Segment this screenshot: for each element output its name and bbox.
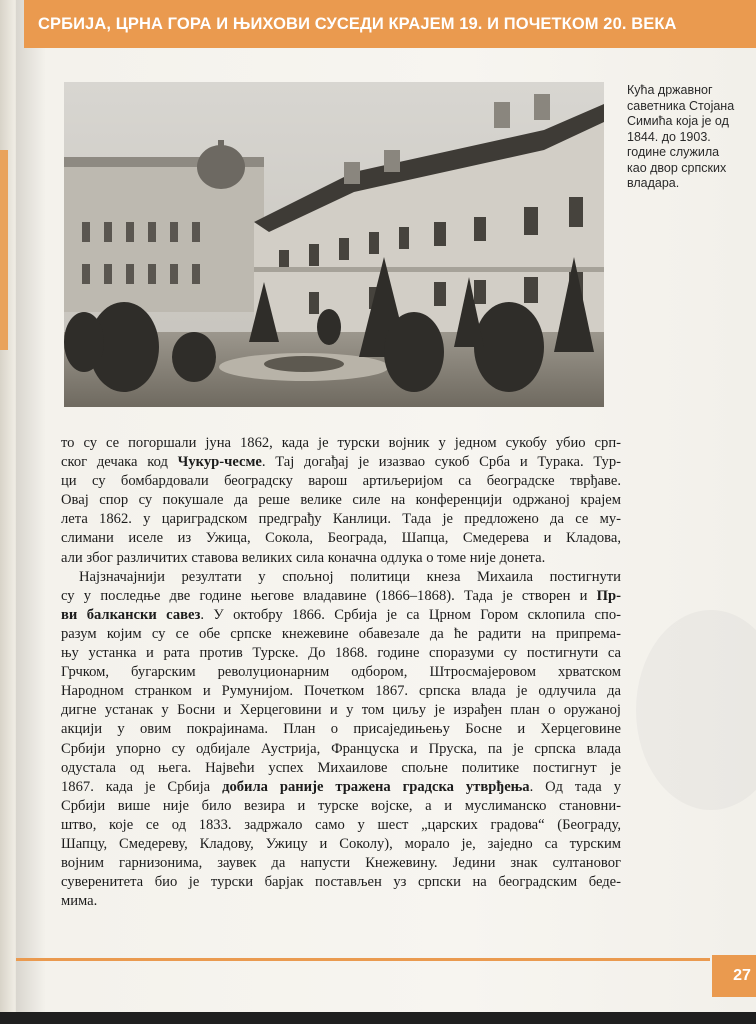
body-line: Грчком, бугарским револуционарним одбором, Штросмајеровом хрватском (61, 664, 621, 681)
caption-line: 1844. до 1903. (627, 129, 711, 144)
palace-photo (64, 82, 604, 407)
body-line: штво, које се од 1833. задржало само у шест „царских градова“ (Београду, (61, 816, 621, 833)
body-line: њу устанка и рата против Турске. До 1868. године споразуми су постигнути са (61, 645, 621, 662)
footer-rule (16, 958, 710, 961)
body-line: Србији више није било везира и турске војске, а и муслиманско становни- (61, 797, 621, 814)
caption-line: као двор српских (627, 160, 727, 175)
body-line: Шапцу, Смедереву, Кладову, Ужицу и Соколу), морало је, заједно са турским (61, 835, 621, 852)
bold-term: Чукур-чесме (177, 454, 262, 471)
body-line: војним гарнизонима, заувек да напусти Кнежевину. Једини знак султановог (61, 855, 621, 872)
caption-line: Кућа државног (627, 83, 713, 97)
photo-caption (627, 83, 752, 192)
book-page (16, 0, 756, 1024)
caption-line: саветника Стојана (627, 98, 735, 113)
caption-line: Симића која је од (627, 114, 729, 128)
palace-illustration (64, 82, 604, 407)
bold-term: Пр- (596, 587, 621, 604)
body-line: то су се погоршали јуна 1862, када је турски војник у једном сукобу убио срп- (61, 435, 621, 451)
body-line: разум којим су се обе српске кнежевине обавезале да ће радити на припрема- (61, 625, 621, 642)
body-line: Србији упорно су одбијале Аустрија, Француска и Пруска, па је српска влада (61, 740, 621, 757)
body-line: су у последње две године његове владавине (1866–1868). Тада је створен и Пр- (61, 587, 621, 604)
body-line: 1867. када је Србија добила раније тражена градска утврђења. Од тада у (61, 778, 621, 795)
body-line: акцији у овим покрајинама. План о присаједињењу Босне и Херцеговине (61, 721, 621, 738)
body-line: ви балкански савез. У октобру 1866. Србија је са Црном Гором склопила спо- (61, 606, 621, 623)
caption-line: владара. (627, 176, 680, 190)
page-bottom-edge (0, 1012, 756, 1024)
page-number: 27 (733, 967, 751, 984)
chapter-header (24, 0, 756, 48)
bold-term: добила раније тражена градска утврђења (222, 778, 530, 795)
body-text (61, 434, 621, 911)
bleed-through-portrait (636, 610, 756, 810)
body-line: лета 1862. у цариградском предграђу Канлици. Тада је предложено да се му- (61, 511, 621, 528)
body-line: ског дечака код Чукур-чесме. Тај догађај је изазвао сукоб Срба и Турака. Тур- (61, 454, 621, 471)
body-line: суверенитета био је турски барјак постављен уз српски на београдским беде- (61, 874, 621, 891)
left-page-tab (0, 150, 8, 350)
body-line: Најзначајнији резултати у спољној политици кнеза Михаила постигнути (79, 568, 621, 585)
bold-term: ви балкански савез (61, 606, 201, 623)
body-line: ци су бомбардовали београдску варош артиљеријом са београдске тврђаве. (61, 473, 621, 490)
body-line: мима. (61, 893, 98, 910)
body-line: Народном странком и Румунијом. Почетком 1867. српска влада је одлучила да (61, 683, 621, 700)
body-line: али због различитих ставова великих сила коначна одлука о томе није донета. (61, 549, 546, 566)
chapter-title: СРБИЈА, ЦРНА ГОРА И ЊИХОВИ СУСЕДИ КРАЈЕМ 19. И ПОЧЕТКОМ 20. ВЕКА (38, 14, 677, 33)
body-line: Овај спор су покушале да реше велике силе на конференцији одржаној крајем (61, 492, 621, 509)
body-line: одустала од њега. Највећи успех Михаилове спољне политике постигнут је (61, 759, 621, 776)
body-line: дигне устанак у Босни и Херцеговини и у том циљу је израђен план о оружаној (61, 702, 621, 719)
caption-line: године служила (627, 145, 720, 159)
page-number-box (712, 955, 756, 997)
body-line: слимани иселе из Ужица, Сокола, Београда, Шапца, Смедерева и Кладова, (61, 530, 621, 547)
